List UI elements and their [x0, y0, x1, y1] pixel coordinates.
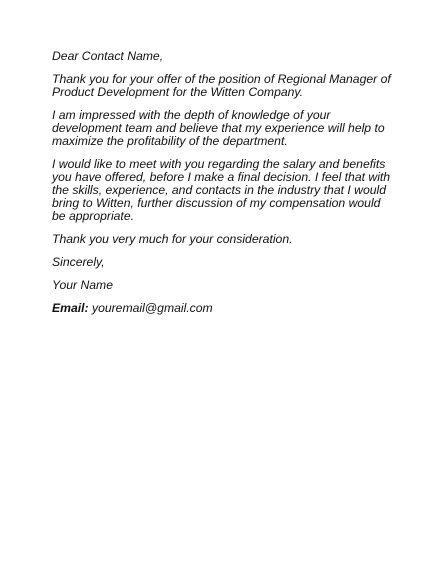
email-value: youremail@gmail.com [91, 301, 213, 315]
closing: Sincerely, [52, 255, 105, 269]
paragraph-thanks: Thank you very much for your consideration. [52, 232, 293, 246]
signature-name: Your Name [52, 278, 113, 292]
email-line [52, 302, 392, 315]
paragraph-offer: Thank you for your offer of the position of Regional Manager of Product Development for the Witten Company. [52, 72, 391, 99]
paragraph-impressed: I am impressed with the depth of knowledge of your development team and believe that my experience will help to maximize the profitability of the department. [52, 108, 385, 148]
letter-body [52, 50, 392, 325]
salutation: Dear Contact Name, [52, 49, 164, 63]
email-label: Email: [52, 301, 89, 315]
paragraph-salary: I would like to meet with you regarding the salary and benefits you have offered, before I make a final decision. I feel that with the skills, experience, and contacts in the industry that I would bring to Witten, further discussion of my compensation would be appropriate. [52, 157, 391, 223]
